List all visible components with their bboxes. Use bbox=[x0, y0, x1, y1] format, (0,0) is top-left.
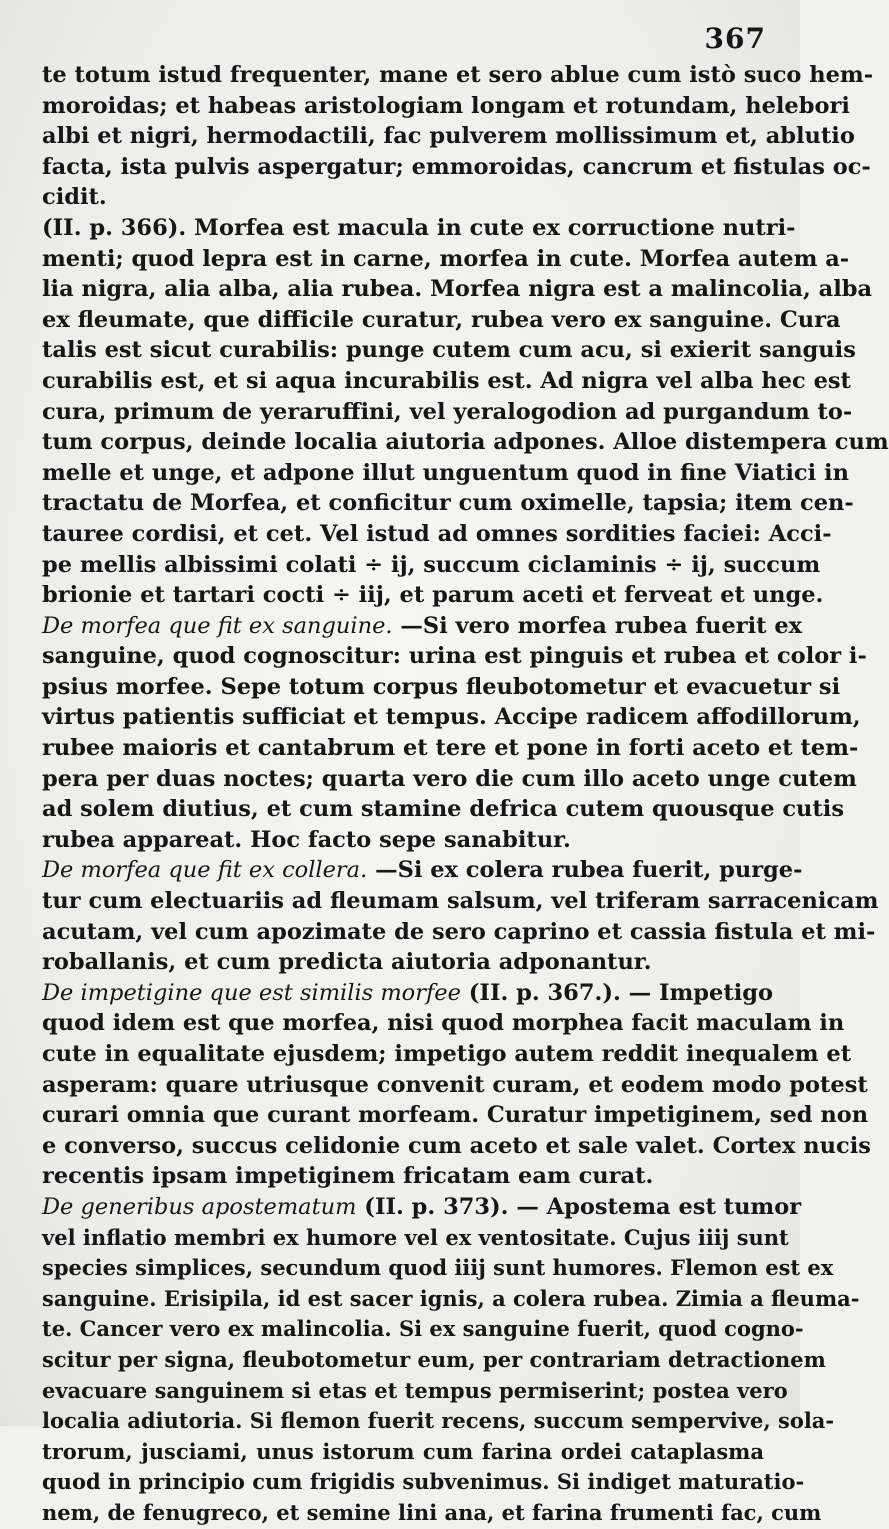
line-text: sanguine, quod cognoscitur: urina est pinguis et rubea et color i- bbox=[42, 643, 867, 670]
text-line bbox=[42, 274, 873, 305]
text-line bbox=[42, 488, 854, 519]
line-text: quod in principio cum frigidis subvenimus. Si indiget maturatio- bbox=[42, 1469, 805, 1495]
text-line bbox=[42, 182, 764, 213]
text-line bbox=[42, 702, 861, 733]
line-text: brionie et tartari cocti ÷ iij, et parum aceti et ferveat et unge. bbox=[42, 582, 824, 609]
text-line bbox=[42, 825, 764, 856]
text-line bbox=[42, 1345, 826, 1376]
section-heading: De morfea que fit ex collera. bbox=[42, 857, 368, 884]
text-line bbox=[42, 1223, 789, 1254]
line-text: curabilis est, et si aqua incurabilis est. Ad nigra vel alba hec est bbox=[42, 367, 851, 394]
text-line bbox=[42, 91, 850, 122]
text-line bbox=[42, 1284, 860, 1315]
line-text: melle et unge, et adpone illut unguentum quod in fine Viatici in bbox=[42, 459, 849, 486]
text-line bbox=[42, 1498, 822, 1529]
text-line bbox=[42, 335, 856, 366]
section-heading: De generibus apostematum bbox=[42, 1193, 357, 1220]
text-line bbox=[42, 641, 867, 672]
text-line bbox=[42, 611, 803, 642]
line-text: acutam, vel cum apozimate de sero caprino et cassia fistula et mi- bbox=[42, 918, 876, 945]
line-text: nem, de fenugreco, et semine lini ana, et farina frumenti fac, cum bbox=[42, 1499, 822, 1525]
line-text: te totum istud frequenter, mane et sero ablue cum istò suco hem- bbox=[42, 62, 874, 88]
line-text: (II. p. 373). — Apostema est tumor bbox=[356, 1193, 802, 1220]
text-line bbox=[42, 458, 849, 489]
line-text: e converso, succus celidonie cum aceto et sale valet. Cortex nucis bbox=[42, 1132, 871, 1159]
text-line bbox=[42, 1376, 788, 1407]
text-line bbox=[42, 580, 824, 611]
line-text: tauree cordisi, et cet. Vel istud ad omnes sordities faciei: Acci- bbox=[42, 520, 832, 547]
line-text: cura, primum de yeraruffini, vel yeralogodion ad purgandum to- bbox=[42, 398, 853, 425]
line-text: albi et nigri, hermodactili, fac pulverem mollissimum et, ablutio bbox=[42, 123, 855, 150]
text-line bbox=[42, 1131, 871, 1162]
line-text: scitur per signa, fleubotometur eum, per contrariam detractionem bbox=[42, 1346, 826, 1372]
section-heading: De morfea que fit ex sanguine. bbox=[42, 612, 393, 639]
text-line bbox=[42, 764, 857, 795]
text-line bbox=[42, 1467, 805, 1498]
line-text: species simplices, secundum quod iiij sunt humores. Flemon est ex bbox=[42, 1255, 834, 1281]
line-text: localia adiutoria. Si flemon fuerit recens, succum sempervive, sola- bbox=[42, 1408, 835, 1434]
line-text: vel inflatio membri ex humore vel ex ventositate. Cujus iiij sunt bbox=[42, 1224, 789, 1250]
text-line bbox=[42, 855, 803, 886]
section-heading: De impetigine que est similis morfee bbox=[42, 979, 461, 1006]
text-line bbox=[42, 794, 845, 825]
line-text: tur cum electuariis ad fleumam salsum, vel triferam sarracenicam bbox=[42, 888, 879, 915]
text-line bbox=[42, 121, 855, 152]
line-text: tractatu de Morfea, et conficitur cum oximelle, tapsia; item cen- bbox=[42, 490, 854, 517]
line-text: asperam: quare utriusque convenit curam, et eodem modo potest bbox=[42, 1071, 868, 1098]
text-line bbox=[42, 886, 879, 917]
text-line bbox=[42, 1008, 845, 1039]
line-text: rubee maioris et cantabrum et tere et pone in forti aceto et tem- bbox=[42, 735, 859, 762]
text-line bbox=[42, 733, 859, 764]
line-text: —Si ex colera rubea fuerit, purge- bbox=[367, 857, 803, 884]
text-line bbox=[42, 917, 876, 948]
line-text: te. Cancer vero ex malincolia. Si ex sanguine fuerit, quod cogno- bbox=[42, 1316, 804, 1342]
text-line bbox=[42, 366, 851, 397]
line-text: lia nigra, alia alba, alia rubea. Morfea nigra est a malincolia, alba bbox=[42, 276, 873, 303]
text-line bbox=[42, 1161, 764, 1192]
text-line bbox=[42, 1437, 764, 1468]
text-line bbox=[42, 427, 889, 458]
text-line bbox=[42, 244, 850, 275]
line-text: talis est sicut curabilis: punge cutem cum acu, si exierit sanguis bbox=[42, 337, 856, 364]
line-text: ex fleumate, que difficile curatur, rubea vero ex sanguine. Cura bbox=[42, 306, 841, 333]
line-text: pe mellis albissimi colati ÷ ij, succum ciclaminis ÷ ij, succum bbox=[42, 551, 821, 578]
body-text bbox=[42, 60, 889, 1529]
text-line bbox=[42, 978, 774, 1009]
text-line bbox=[42, 550, 821, 581]
text-line bbox=[42, 1039, 852, 1070]
text-line bbox=[42, 1314, 804, 1345]
line-text: roballanis, et cum predicta aiutoria adponantur. bbox=[42, 949, 652, 976]
line-text: cute in equalitate ejusdem; impetigo autem reddit inequalem et bbox=[42, 1041, 852, 1067]
text-line bbox=[42, 60, 874, 91]
line-text: (II. p. 366). Morfea est macula in cute ex corructione nutri- bbox=[42, 214, 796, 241]
line-text: quod idem est que morfea, nisi quod morphea facit maculam in bbox=[42, 1010, 845, 1037]
line-text: moroidas; et habeas aristologiam longam et rotundam, helebori bbox=[42, 92, 850, 119]
line-text: (II. p. 367.). — Impetigo bbox=[460, 979, 774, 1006]
line-text: curari omnia que curant morfeam. Curatur impetiginem, sed non bbox=[42, 1102, 869, 1129]
line-text: virtus patientis sufficiat et tempus. Accipe radicem affodillorum, bbox=[42, 704, 861, 731]
line-text: —Si vero morfea rubea fuerit ex bbox=[392, 612, 803, 639]
line-text: tum corpus, deinde localia aiutoria adpones. Alloe distempera cum bbox=[42, 429, 889, 456]
line-text: facta, ista pulvis aspergatur; emmoroidas, cancrum et fistulas oc- bbox=[42, 153, 871, 180]
text-line bbox=[42, 213, 796, 244]
text-line bbox=[42, 1253, 834, 1284]
line-text: menti; quod lepra est in carne, morfea in cute. Morfea autem a- bbox=[42, 245, 850, 272]
line-text: pera per duas noctes; quarta vero die cum illo aceto unge cutem bbox=[42, 765, 857, 792]
text-line bbox=[42, 947, 764, 978]
text-line bbox=[42, 305, 841, 336]
line-text: sanguine. Erisipila, id est sacer ignis, a colera rubea. Zimia a fleuma- bbox=[42, 1285, 860, 1311]
text-line bbox=[42, 672, 841, 703]
line-text: trorum, jusciami, unus istorum cum farina ordei cataplasma bbox=[42, 1438, 764, 1464]
text-line bbox=[42, 1192, 802, 1223]
line-text: rubea appareat. Hoc facto sepe sanabitur. bbox=[42, 826, 571, 853]
line-text: evacuare sanguinem si etas et tempus permiserint; postea vero bbox=[42, 1377, 788, 1403]
line-text: recentis ipsam impetiginem fricatam eam curat. bbox=[42, 1163, 654, 1190]
text-line bbox=[42, 1100, 869, 1131]
text-line bbox=[42, 397, 853, 428]
page-number: 367 bbox=[704, 22, 766, 55]
line-text: cidit. bbox=[42, 184, 107, 211]
text-line bbox=[42, 519, 832, 550]
text-line bbox=[42, 1406, 835, 1437]
line-text: ad solem diutius, et cum stamine defrica cutem quousque cutis bbox=[42, 796, 845, 823]
text-line bbox=[42, 1070, 868, 1101]
line-text: psius morfee. Sepe totum corpus fleubotometur et evacuetur si bbox=[42, 673, 841, 700]
text-line bbox=[42, 152, 871, 183]
